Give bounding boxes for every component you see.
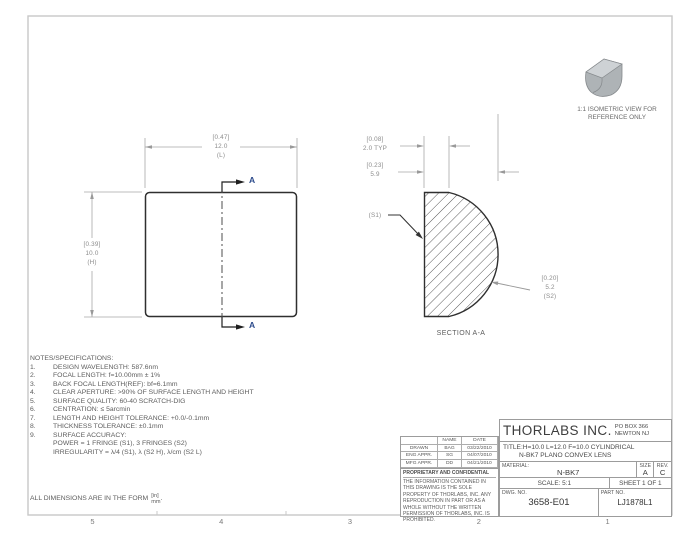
height-dim-inches: [0.39]: [83, 241, 101, 248]
note-item: 4. CLEAR APERTURE: >90% OF SURFACE LENGTH AND HEIGHT: [30, 389, 254, 396]
sheet-value: SHEET 1 OF 1: [619, 479, 662, 487]
note-item: IRREGULARITY = λ/4 (S1), λ (S2 H), λ/cm (S2 L): [53, 448, 202, 456]
edge-thickness-dimension: [352, 135, 398, 153]
in-mm-fraction: [in] mm: [151, 493, 161, 505]
scale-value: SCALE: 5:1: [500, 478, 610, 488]
radius-dim-mm: 5.2: [545, 284, 555, 292]
notes-block: [30, 355, 360, 457]
lens-cross-section: [425, 193, 499, 317]
length-dim-name: (L): [216, 152, 226, 160]
section-view-linework: [388, 114, 530, 317]
note-item: 6. CENTRATION: ≤ 5arcmin: [30, 406, 131, 413]
col-header-name: NAME: [438, 437, 462, 445]
eng-appr-date: 04/07/2010: [462, 452, 498, 460]
isometric-lens-shape: [586, 59, 622, 96]
material-value: N-BK7: [557, 468, 580, 477]
center-dim-inches: [0.23]: [366, 162, 384, 169]
size-label: SIZE: [639, 463, 652, 469]
s2-leader-arrow: [491, 282, 498, 286]
section-letter-top: A: [249, 175, 256, 185]
center-thickness-dimension: [352, 161, 398, 179]
edge-dim-inches: [0.08]: [366, 136, 384, 143]
col-header-date: DATE: [462, 437, 498, 445]
zone-1: 1: [605, 517, 610, 526]
radius-dim-inches: [0.20]: [541, 275, 559, 282]
drawn-date: 03/22/2010: [462, 445, 498, 453]
note-item: 7. LENGTH AND HEIGHT TOLERANCE: +0.0/-0.1mm: [30, 414, 210, 422]
company-box: [499, 419, 672, 442]
mfg-appr-date: 04/21/2010: [462, 460, 498, 468]
isometric-caption-line2: REFERENCE ONLY: [587, 114, 647, 122]
dimension-form-note: ALL DIMENSIONS ARE IN THE FORM [in] mm .: [30, 493, 163, 505]
zone-4: 4: [219, 517, 224, 526]
material-cell: [500, 462, 637, 477]
section-arrow-bottom: [236, 324, 245, 329]
part-no-label: PART NO.: [600, 490, 625, 496]
radius-dim-name: (S2): [543, 293, 557, 301]
title-block: [400, 419, 672, 524]
length-dim-inches: [0.47]: [212, 134, 230, 141]
company-name: THORLABS INC.: [503, 423, 612, 438]
part-no-cell: [599, 489, 671, 516]
company-address: PO BOX 366 NEWTON NJ: [614, 423, 650, 437]
drawing-title-line2: N-BK7 PLANO CONVEX LENS: [519, 452, 612, 459]
dwg-no-value: 3658-E01: [528, 497, 570, 508]
approvals-table: [400, 436, 499, 469]
drawn-name: BAG: [438, 445, 462, 453]
note-item: 9. SURFACE ACCURACY:: [30, 431, 127, 439]
rev-value: C: [659, 468, 666, 477]
length-dim-mm: 12.0: [214, 143, 228, 151]
mfg-appr-role: MFG APPR.: [401, 460, 438, 468]
note-item: 5. SURFACE QUALITY: 60-40 SCRATCH-DIG: [30, 397, 186, 405]
height-dim-mm: 10.0: [85, 250, 99, 258]
material-row: [499, 461, 672, 478]
size-value: A: [642, 468, 648, 477]
section-arrow-top: [236, 179, 245, 184]
drawing-number-row: [499, 488, 672, 517]
note-item: 1. DESIGN WAVELENGTH: 587.6nm: [30, 363, 159, 371]
front-view-linework: [84, 138, 297, 330]
zone-5: 5: [90, 517, 95, 526]
zone-number-strip: [28, 517, 672, 530]
dwg-no-label: DWG. NO.: [502, 490, 527, 496]
eng-appr-name: SG: [438, 452, 462, 460]
eng-appr-role: ENG APPR.: [401, 452, 438, 460]
center-dim-mm: 5.9: [370, 171, 380, 179]
radius-dimension: [527, 274, 573, 302]
section-letter-bottom: A: [249, 320, 256, 330]
note-item: 3. BACK FOCAL LENGTH(REF): bf=6.1mm: [30, 380, 178, 388]
section-view-title: SECTION A-A: [436, 330, 486, 337]
drawing-title-line1: TITLE:H=10.0 L=12.0 F=10.0 CYLINDRICAL: [503, 444, 635, 451]
proprietary-notice: [400, 468, 499, 524]
height-dimension: [70, 240, 114, 268]
surface1-label: (S1): [368, 212, 382, 219]
dwg-no-cell: [500, 489, 599, 516]
drawing-title-box: [499, 441, 672, 462]
drawn-role: DRAWN: [401, 445, 438, 453]
note-item: POWER = 1 FRINGE (S1), 3 FRINGES (S2): [53, 440, 187, 447]
material-label: MATERIAL:: [502, 463, 529, 469]
note-item: 8. THICKNESS TOLERANCE: ±0.1mm: [30, 423, 164, 430]
isometric-caption-line1: 1:1 ISOMETRIC VIEW FOR: [577, 106, 657, 113]
size-cell: [637, 462, 654, 477]
note-item: 2. FOCAL LENGTH: f=10.00mm ± 1%: [30, 372, 161, 379]
rev-label: REV.: [656, 463, 669, 469]
zone-3: 3: [347, 517, 353, 526]
part-no-value: LJ1878L1: [617, 498, 653, 507]
notes-title: NOTES/SPECIFICATIONS:: [30, 355, 114, 362]
proprietary-title: PROPRIETARY AND CONFIDENTIAL: [403, 470, 496, 478]
rev-cell: [654, 462, 671, 477]
zone-2: 2: [476, 517, 481, 526]
edge-dim-mm: 2.0 TYP: [362, 145, 388, 153]
proprietary-text: THE INFORMATION CONTAINED IN THIS DRAWING IS THE SOLE PROPERTY OF THORLABS, INC. ANY REPRODUCTION IN PART OR AS A WHOLE WITHOUT THE WRITTEN PERMISSION OF THORLABS, INC. IS PROHIBITED.: [403, 479, 491, 524]
length-dimension: [186, 133, 256, 161]
isometric-caption: [557, 106, 677, 122]
height-dim-name: (H): [87, 259, 97, 267]
mfg-appr-name: DD: [438, 460, 462, 468]
